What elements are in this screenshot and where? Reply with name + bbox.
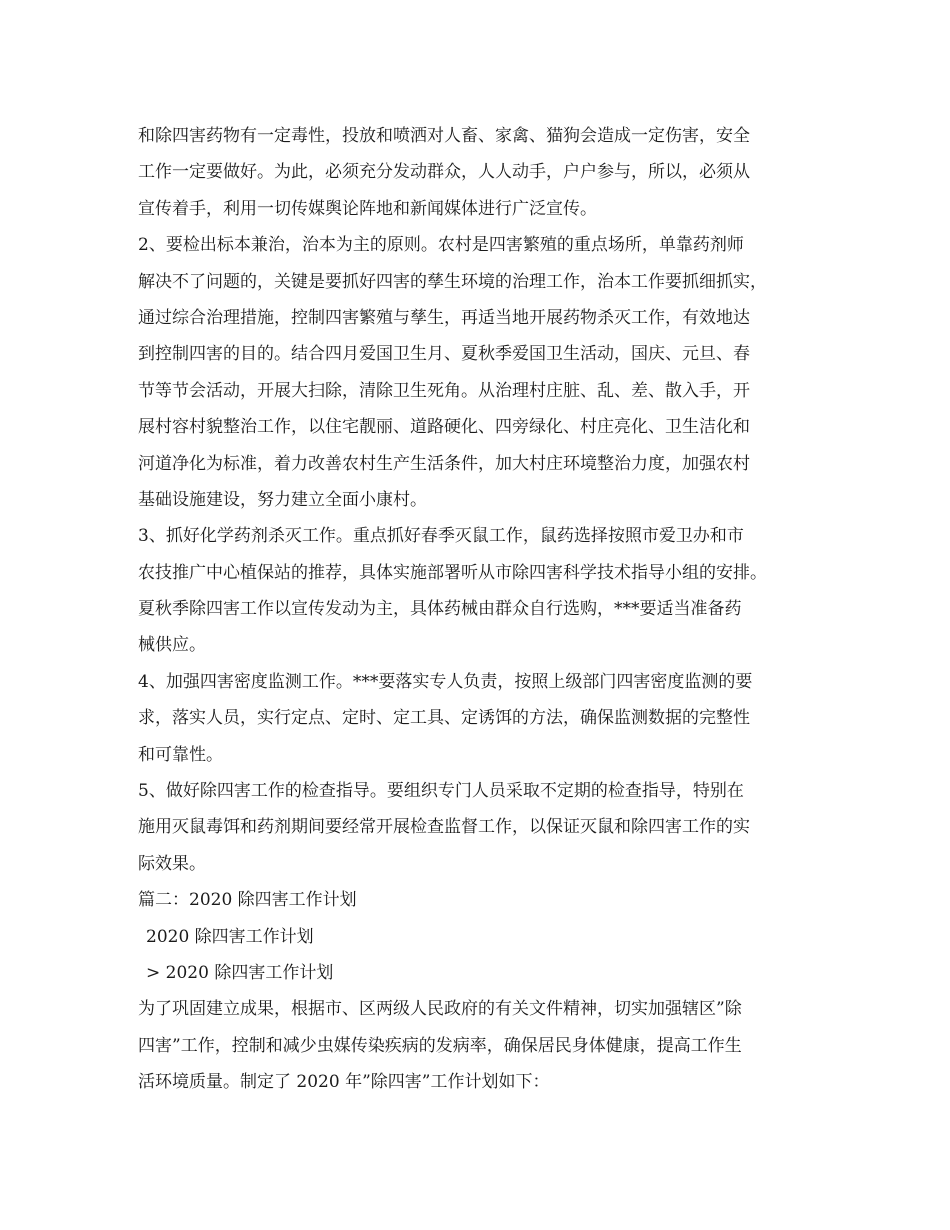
- paragraph-line: 活环境质量。制定了 2020 年”除四害”工作计划如下：: [138, 1072, 550, 1093]
- paragraph-line: 夏秋季除四害工作以宣传发动为主，具体药械由群众自行选购，***要适当准备药: [138, 599, 742, 620]
- paragraph-line: 求，落实人员，实行定点、定时、定工具、定诱饵的方法，确保监测数据的完整性: [138, 708, 750, 729]
- paragraph-line: 械供应。: [138, 635, 206, 656]
- paragraph-line: 际效果。: [138, 853, 206, 874]
- paragraph-line: 通过综合治理措施，控制四害繁殖与孳生，再适当地开展药物杀灭工作，有效地达: [138, 307, 750, 328]
- sub-heading: 2020 除四害工作计划: [146, 926, 314, 947]
- paragraph-line: 5、做好除四害工作的检查指导。要组织专门人员采取不定期的检查指导，特别在: [138, 781, 744, 802]
- paragraph-line: 河道净化为标准，着力改善农村生产生活条件，加大村庄环境整治力度，加强农村: [138, 453, 750, 474]
- paragraph-line: 展村容村貌整治工作，以住宅靓丽、道路硬化、四旁绿化、村庄亮化、卫生洁化和: [138, 417, 750, 438]
- paragraph-line: 工作一定要做好。为此，必须充分发动群众，人人动手，户户参与，所以，必须从: [138, 162, 750, 183]
- paragraph-line: 施用灭鼠毒饵和药剂期间要经常开展检查监督工作，以保证灭鼠和除四害工作的实: [138, 817, 750, 838]
- section-heading: 篇二：2020 除四害工作计划: [138, 890, 357, 911]
- paragraph-line: 和除四害药物有一定毒性，投放和喷洒对人畜、家禽、猫狗会造成一定伤害，安全: [138, 126, 750, 146]
- paragraph-line: 和可靠性。: [138, 744, 223, 765]
- paragraph-line: 解决不了问题的，关键是要抓好四害的孳生环境的治理工作，治本工作要抓细抓实，: [138, 271, 767, 292]
- paragraph-line: 农技推广中心植保站的推荐，具体实施部署听从市除四害科学技术指导小组的安排。: [138, 562, 767, 583]
- paragraph-line: 节等节会活动，开展大扫除，清除卫生死角。从治理村庄脏、乱、差、散入手，开: [138, 380, 750, 401]
- paragraph-line: 3、抓好化学药剂杀灭工作。重点抓好春季灭鼠工作，鼠药选择按照市爱卫办和市: [138, 526, 744, 547]
- paragraph-line: 4、加强四害密度监测工作。***要落实专人负责，按照上级部门四害密度监测的要: [138, 671, 753, 692]
- paragraph-line: 宣传着手，利用一切传媒舆论阵地和新闻媒体进行广泛宣传。: [138, 198, 597, 219]
- paragraph-line: 四害”工作，控制和减少虫媒传染疾病的发病率，确保居民身体健康，提高工作生: [138, 1035, 742, 1056]
- breadcrumb-heading: > 2020 除四害工作计划: [146, 962, 334, 983]
- paragraph-line: 基础设施建设，努力建立全面小康村。: [138, 489, 427, 510]
- paragraph-line: 为了巩固建立成果，根据市、区两级人民政府的有关文件精神，切实加强辖区”除: [138, 999, 742, 1020]
- document-body: [138, 118, 818, 1101]
- paragraph-line: 到控制四害的目的。结合四月爱国卫生月、夏秋季爱国卫生活动，国庆、元旦、春: [138, 344, 750, 365]
- paragraph-line: 2、要检出标本兼治，治本为主的原则。农村是四害繁殖的重点场所，单靠药剂师: [138, 235, 744, 256]
